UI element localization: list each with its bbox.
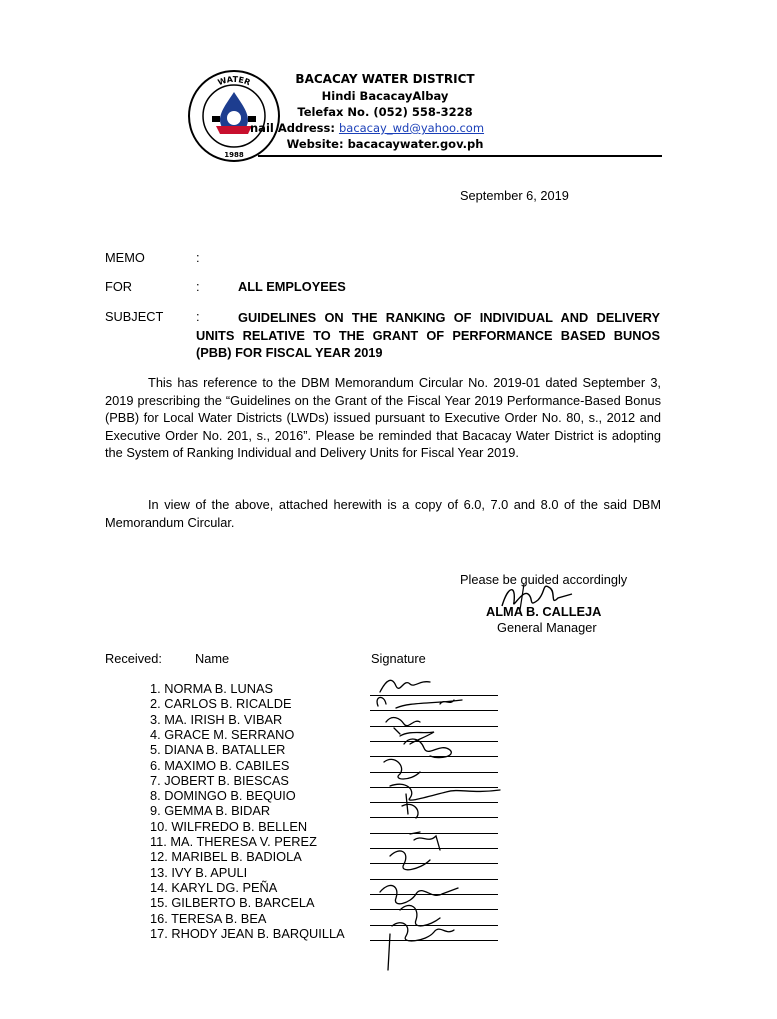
- list-item: 3. MA. IRISH B. VIBAR: [150, 711, 283, 727]
- org-website: Website: bacacaywater.gov.ph: [286, 137, 484, 151]
- for-label: FOR: [105, 279, 133, 294]
- signature-header: Signature: [371, 651, 426, 666]
- subject-line-3: (PBB) FOR FISCAL YEAR 2019: [196, 345, 383, 360]
- for-colon: :: [196, 279, 200, 294]
- list-item: 17. RHODY JEAN B. BARQUILLA: [150, 925, 345, 941]
- for-value: ALL EMPLOYEES: [238, 279, 346, 294]
- received-label: Received:: [105, 651, 162, 666]
- signatory-title: General Manager: [497, 620, 597, 635]
- org-name: BACACAY WATER DISTRICT: [295, 72, 475, 86]
- memo-date: September 6, 2019: [460, 188, 569, 203]
- org-email-line: [250, 121, 520, 135]
- body-paragraph-2: In view of the above, attached herewith is a copy of 6.0, 7.0 and 8.0 of the said DBM Memorandum Circular.: [105, 497, 661, 530]
- list-item: 6. MAXIMO B. CABILES: [150, 757, 290, 773]
- list-item: 4. GRACE M. SERRANO: [150, 726, 295, 742]
- list-item: 11. MA. THERESA V. PEREZ: [150, 834, 317, 849]
- email-label: nail Address:: [250, 121, 339, 135]
- list-item: 12. MARIBEL B. BADIOLA: [150, 849, 302, 865]
- list-item: 15. GILBERTO B. BARCELA: [150, 895, 315, 911]
- district-logo: [186, 68, 282, 164]
- email-link[interactable]: bacacay_wd@yahoo.com: [338, 121, 485, 135]
- logo-year: 1988: [224, 151, 244, 159]
- memo-colon: :: [196, 250, 200, 265]
- signatory-name: ALMA B. CALLEJA: [486, 604, 602, 619]
- name-header: Name: [195, 651, 230, 666]
- header-rule: [258, 155, 662, 157]
- list-item: 16. TERESA B. BEA: [150, 910, 267, 926]
- list-item: 10. WILFREDO B. BELLEN: [150, 818, 308, 834]
- list-item: 2. CARLOS B. RICALDE: [150, 696, 292, 712]
- subject-colon: :: [196, 309, 200, 324]
- list-item: 7. JOBERT B. BIESCAS: [150, 772, 289, 788]
- subject-line-1: GUIDELINES ON THE RANKING OF INDIVIDUAL AND DELIVERY: [238, 310, 660, 325]
- list-item: 14. KARYL DG. PEÑA: [150, 879, 278, 895]
- subject-label: SUBJECT: [105, 309, 164, 324]
- org-address: Hindi BacacayAlbay: [321, 89, 449, 103]
- list-item: 5. DIANA B. BATALLER: [150, 742, 286, 758]
- received-signatures: [370, 674, 510, 974]
- logo-top-text: WATER: [216, 74, 252, 88]
- list-item: 8. DOMINGO B. BEQUIO: [150, 788, 296, 804]
- list-item: 13. IVY B. APULI: [150, 864, 248, 880]
- list-item: 1. NORMA B. LUNAS: [150, 681, 274, 696]
- list-item: 9. GEMMA B. BIDAR: [150, 803, 271, 819]
- org-telefax: Telefax No. (052) 558-3228: [297, 105, 473, 119]
- memo-label: MEMO: [105, 250, 145, 265]
- subject-text: [196, 309, 660, 362]
- closing-line: Please be guided accordingly: [460, 572, 628, 587]
- body-paragraph-1: This has reference to the DBM Memorandum Circular No. 2019-01 dated September 3, 2019 prescribing the “Guidelines on the Grant of the Fiscal Year 2019 Performance-Based Bonus (PBB) for Local Water Districts (LWDs) issued pursuant to Executive Order No. 80, s., 2012 and Executive Order No. 201, s., 2016”. Please be reminded that Bacacay Water District is adopting the System of Ranking Individual and Delivery Units for Fiscal Year 2019.: [105, 375, 661, 460]
- subject-line-2: UNITS RELATIVE TO THE GRANT OF PERFORMANCE BASED BUNOS: [196, 327, 660, 343]
